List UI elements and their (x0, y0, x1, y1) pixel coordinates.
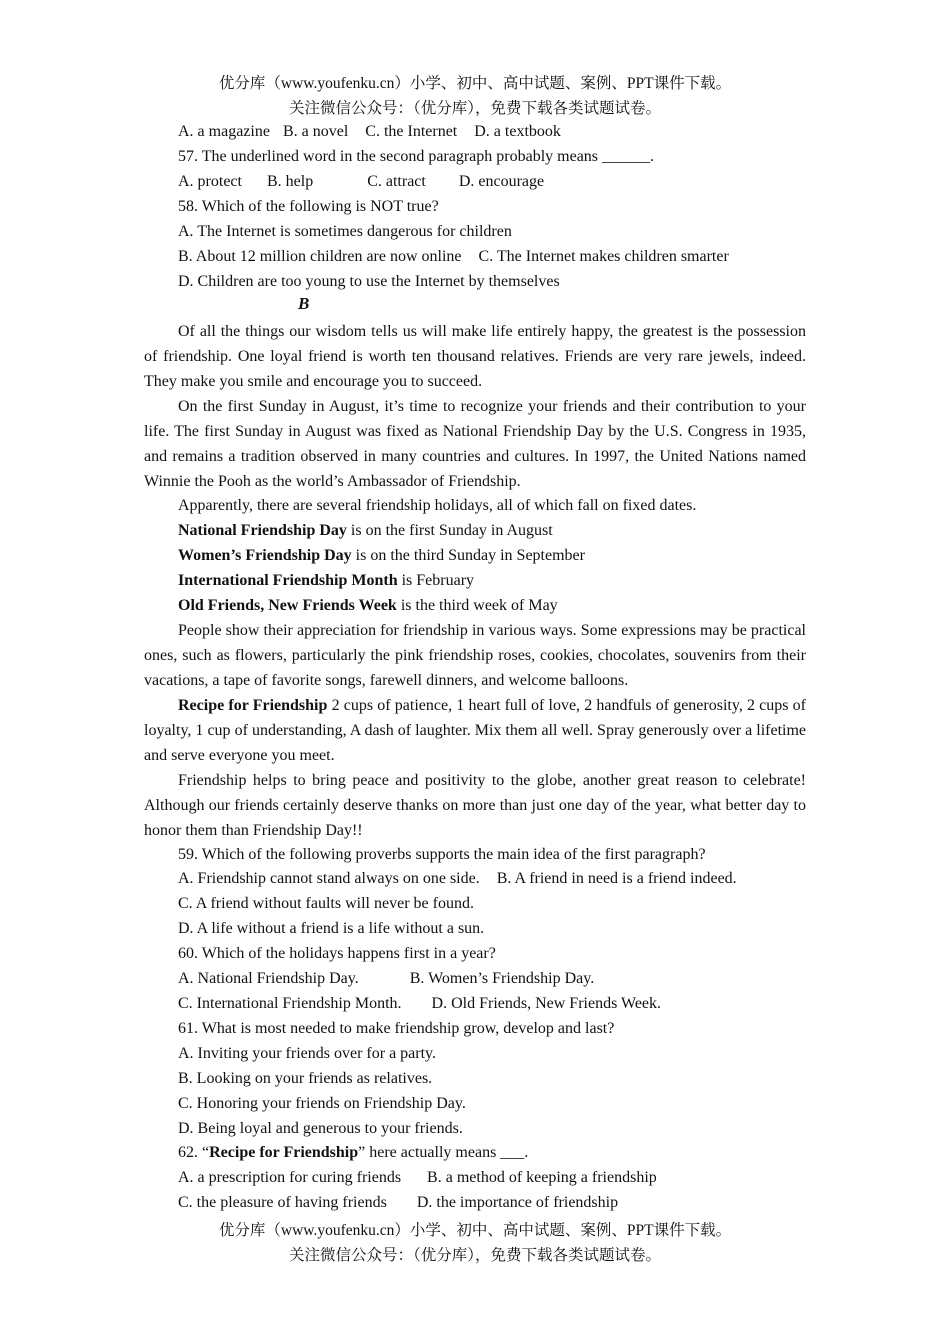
passage-paragraph-1 (144, 319, 806, 394)
recipe-paragraph (144, 693, 806, 768)
q57-option-a: A. protect (178, 173, 242, 190)
header-line-2: 关注微信公众号：（优分库），免费下载各类试题试卷。 (288, 100, 661, 117)
q58-stem: 58. Which of the following is NOT true? (178, 198, 439, 215)
q57-option-c: C. attract (367, 173, 426, 190)
q59-option-b: B. A friend in need is a friend indeed. (496, 870, 737, 887)
holiday-item (178, 544, 585, 568)
q56-option-b: B. a novel (282, 123, 349, 140)
q58-option-c: C. The Internet makes children smarter (478, 248, 729, 265)
holiday-item (178, 594, 558, 618)
q62-options-ab (178, 1166, 657, 1190)
q58-option-a: A. The Internet is sometimes dangerous for children (178, 223, 512, 240)
recipe-title: Recipe for Friendship (178, 697, 328, 714)
q61-option-b: B. Looking on your friends as relatives. (178, 1070, 433, 1087)
passage-paragraph-2 (144, 394, 806, 494)
q56-option-a: A. a magazine (178, 123, 270, 140)
passage-paragraph-3: Apparently, there are several friendship holidays, all of which fall on fixed dates. (178, 497, 697, 514)
q58-option-b: B. About 12 million children are now online (178, 248, 462, 265)
q60-option-c: C. International Friendship Month. (178, 995, 402, 1012)
q62-option-a: A. a prescription for curing friends (178, 1169, 402, 1186)
q60-option-a: A. National Friendship Day. (178, 970, 359, 987)
q62-options-cd (178, 1191, 618, 1215)
holiday-name: National Friendship Day (178, 522, 347, 539)
q60-stem: 60. Which of the holidays happens first in a year? (178, 945, 496, 962)
passage-paragraph-4 (144, 618, 806, 693)
holiday-item (178, 519, 553, 543)
q59-option-c: C. A friend without faults will never be found. (178, 895, 474, 912)
q60-option-d: D. Old Friends, New Friends Week. (431, 995, 662, 1012)
q62-option-c: C. the pleasure of having friends (178, 1194, 387, 1211)
q60-option-b: B. Women’s Friendship Day. (409, 970, 595, 987)
q62-option-b: B. a method of keeping a friendship (427, 1169, 657, 1186)
holiday-date: is on the first Sunday in August (346, 522, 553, 539)
footer-line-2: 关注微信公众号：（优分库），免费下载各类试题试卷。 (288, 1247, 661, 1264)
q57-option-d: D. encourage (458, 173, 545, 190)
q58-option-d: D. Children are too young to use the Internet by themselves (178, 273, 560, 290)
q59-stem: 59. Which of the following proverbs supports the main idea of the first paragraph? (178, 846, 706, 863)
passage-paragraph-6 (144, 768, 806, 843)
q62-option-d: D. the importance of friendship (416, 1194, 619, 1211)
q62-stem-post: ” here actually means ___. (358, 1144, 529, 1161)
q56-option-d: D. a textbook (474, 123, 561, 140)
q60-options-cd (178, 992, 661, 1016)
paragraph-text: Of all the things our wisdom tells us will make life entirely happy, the greatest is the possession of friendship. One loyal friend is worth ten thousand relatives. Friends are very rare jewels, indeed. They make you smile and encourage you to succeed. (144, 323, 806, 390)
q61-stem: 61. What is most needed to make friendship grow, develop and last? (178, 1020, 615, 1037)
q61-option-d: D. Being loyal and generous to your friends. (178, 1120, 463, 1137)
holiday-name: Old Friends, New Friends Week (178, 597, 397, 614)
q59-options-ab (178, 867, 737, 891)
q61-option-a: A. Inviting your friends over for a party. (178, 1045, 436, 1062)
q62-stem-bold: Recipe for Friendship (209, 1144, 359, 1161)
paragraph-text: People show their appreciation for friendship in various ways. Some expressions may be practical ones, such as flowers, particularly the pink friendship roses, cookies, chocolates, souvenirs from their vacations, a tape of favorite songs, farewell dinners, and welcome balloons. (144, 622, 806, 689)
q56-option-c: C. the Internet (365, 123, 458, 140)
q60-options-ab (178, 967, 594, 991)
holiday-name: Women’s Friendship Day (178, 547, 352, 564)
paragraph-text: On the first Sunday in August, it’s time to recognize your friends and their contribution to your life. The first Sunday in August was fixed as National Friendship Day by the U.S. Congress in 1935, and remains a tradition observed in many countries and cultures. In 1997, the United Nations named Winnie the Pooh as the world’s Ambassador of Friendship. (144, 398, 806, 490)
recipe-text: 2 cups of patience, 1 heart full of love, 2 handfuls of generosity, 2 cups of loyalty, 1 cup of understanding, A dash of laughter. Mix them all well. Spray generously over a lifetime and serve everyone you meet. (144, 697, 807, 764)
q56-options (178, 120, 561, 144)
holiday-date: is February (397, 572, 475, 589)
q59-option-d: D. A life without a friend is a life without a sun. (178, 920, 485, 937)
q57-stem: 57. The underlined word in the second paragraph probably means ______. (178, 148, 655, 165)
q57-option-b: B. help (266, 173, 314, 190)
section-b-label: B (298, 294, 310, 313)
header-line-1: 优分库（www.youfenku.cn）小学、初中、高中试题、案例、PPT课件下载。 (218, 75, 732, 92)
q61-option-c: C. Honoring your friends on Friendship Day. (178, 1095, 466, 1112)
q58-options-bc (178, 245, 729, 269)
holiday-date: is on the third Sunday in September (351, 547, 585, 564)
holiday-item (178, 569, 474, 593)
q59-option-a: A. Friendship cannot stand always on one side. (178, 870, 480, 887)
holiday-name: International Friendship Month (178, 572, 398, 589)
passage-recipe (144, 693, 806, 768)
q62-stem (178, 1141, 528, 1165)
q57-options (178, 170, 544, 194)
q62-stem-pre: 62. “ (178, 1144, 210, 1161)
paragraph-text: Friendship helps to bring peace and positivity to the globe, another great reason to celebrate! Although our friends certainly deserve thanks on more than just one day of the year, what better day to honor them than Friendship Day!! (144, 772, 806, 839)
footer-line-1: 优分库（www.youfenku.cn）小学、初中、高中试题、案例、PPT课件下载。 (218, 1222, 732, 1239)
holiday-date: is the third week of May (396, 597, 558, 614)
